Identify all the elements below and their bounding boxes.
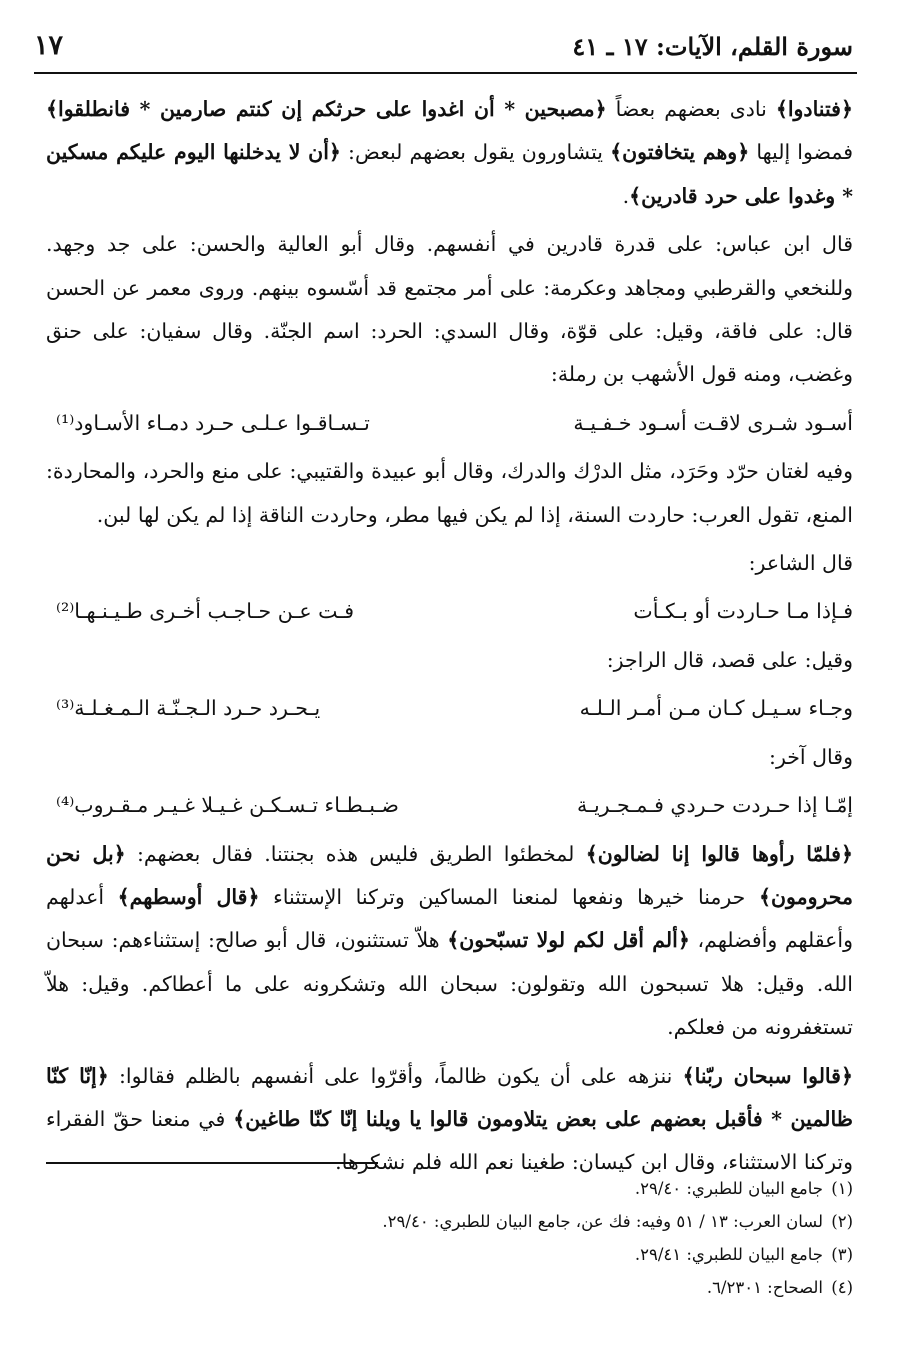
quran-quote: ﴿بل نحن محرومون﴾ xyxy=(46,841,853,909)
verse-first-hemistich: أسـود شـرى لاقـت أسـود خـفـيـة xyxy=(573,410,853,435)
commentary-text: . xyxy=(622,183,630,208)
footnote-text: جامع البيان للطبري: ٢٩/٤١. xyxy=(634,1245,823,1264)
quran-quote: ﴿مصبحين * أن اغدوا على حرثكم إن كنتم صارمين * فانطلقوا﴾ xyxy=(46,97,607,121)
paragraph-1 xyxy=(46,88,853,218)
paragraph-7 xyxy=(46,833,853,1050)
paragraph-5: وقيل: على قصد، قال الراجز: xyxy=(606,647,853,672)
commentary-text: في منعنا حقّ الفقراء وتركنا الاستثناء، وقال ابن كيسان: طغينا نعم الله فلم نشكرها. xyxy=(46,1106,853,1175)
footnote-2 xyxy=(46,1205,853,1238)
quran-quote: ﴿وهم يتخافتون﴾ xyxy=(610,140,750,165)
paragraph-4: قال الشاعر: xyxy=(748,551,853,576)
verse-second-hemistich: يـحـرد حـرد الـجـنّـة الـمـغـلـة⁽³⁾ xyxy=(56,696,321,721)
verse-first-hemistich: إمّـا إذا حـردت حـردي فـمـجـريـة xyxy=(576,793,853,818)
header-rule xyxy=(34,72,857,74)
footnote-number: (١) xyxy=(831,1179,853,1198)
verse-second-hemistich: ضـبـطـاء تـسـكـن غـيـلا غـيـر مـقـروب⁽⁴⁾ xyxy=(56,793,399,818)
footnote-4 xyxy=(46,1271,853,1304)
quran-quote: ﴿إنّا كنّا ظالمين * فأقبل بعضهم على بعض يتلاومون قالوا يا ويلنا إنّا كنّا طاغين﴾ xyxy=(46,1063,853,1131)
quran-quote: ﴿قال أوسطهم﴾ xyxy=(117,884,260,909)
commentary-text: يتشاورون يقول بعضهم لبعض: xyxy=(340,140,611,165)
verse-second-hemistich: فـت عـن حـاجـب أخـرى طـيـنـهـا⁽²⁾ xyxy=(56,599,355,624)
quran-quote: ﴿فتنادوا﴾ xyxy=(775,97,853,121)
poetry-verse-3 xyxy=(46,687,853,730)
footnote-text: جامع البيان للطبري: ٢٩/٤٠. xyxy=(634,1179,823,1198)
paragraph-6: وقال آخر: xyxy=(769,744,853,769)
footnote-1 xyxy=(46,1172,853,1205)
paragraph-3: وفيه لغتان حرّد وحَرَد، مثل الدرْك والدرك، وقال أبو عبيدة والقتيبي: على منع والحرد، والمحاردة: المنع، تقول العرب: حاردت السنة، إذا لم يكن فيها مطر، وحاردت الناقة إذا لم يكن لها لبن. xyxy=(46,459,853,527)
commentary-text: لمخطئوا الطريق فليس هذه بجنتنا. فقال بعضهم: xyxy=(125,841,586,866)
paragraph-2: قال ابن عباس: على قدرة قادرين في أنفسهم. وقال أبو العالية والحسن: على جد وجهد. وللنخعي والقرطبي ومجاهد وعكرمة: على أمر مجتمع قد أسّسوه بينهم. وروى معمر عن الحسن قال: على فاقة، وقيل: على قوّة، وقال السدي: الحرد: اسم الجنّة. وقال سفيان: على حنق وغضب، ومنه قول الأشهب بن رملة: xyxy=(46,232,853,387)
footnote-number: (٣) xyxy=(831,1245,853,1264)
verse-second-hemistich: تـسـاقـوا عـلـى حـرد دمـاء الأسـاود⁽¹⁾ xyxy=(56,410,370,435)
footnote-number: (٤) xyxy=(831,1278,853,1297)
commentary-text: حرمنا خيرها ونفعها لمنعنا المساكين وتركنا الإستثناء xyxy=(259,884,759,909)
footnotes xyxy=(46,1172,853,1304)
quran-quote: ﴿قالوا سبحان ربّنا﴾ xyxy=(682,1063,853,1088)
paragraph-8 xyxy=(46,1055,853,1185)
footnote-3 xyxy=(46,1238,853,1271)
verse-first-hemistich: وجـاء سـيـل كـان مـن أمـر الـلـه xyxy=(579,696,853,721)
footnote-text: لسان العرب: ١٣ / ٥١ وفيه: فك عن، جامع البيان للطبري: ٢٩/٤٠. xyxy=(382,1212,823,1231)
commentary-text: ننزهه على أن يكون ظالماً، وأقرّوا على أنفسهم بالظلم فقالوا: xyxy=(108,1063,683,1088)
running-header-title: سورة القلم، الآيات: ١٧ ـ ٤١ xyxy=(572,32,853,61)
footnote-text: الصحاح: ٦/٢٣٠١. xyxy=(706,1278,823,1297)
footnote-separator xyxy=(46,1162,378,1164)
page-body xyxy=(46,88,853,1190)
quran-quote: ﴿فلمّا رأوها قالوا إنا لضالون﴾ xyxy=(585,841,853,866)
poetry-verse-1 xyxy=(46,402,853,445)
poetry-verse-2 xyxy=(46,590,853,633)
commentary-text: نادى بعضهم بعضاً xyxy=(606,97,776,121)
footnote-number: (٢) xyxy=(831,1212,853,1231)
page-number: ١٧ xyxy=(34,30,64,61)
poetry-verse-4 xyxy=(46,784,853,827)
commentary-text: هلاّ تستثنون، قال أبو صالح: إستثناءهم: سبحان الله. وقيل: هلا تسبحون الله وتقولون: سبحان الله وتشكرونه على ما أعطاكم. وقيل: هلاّ تستغفرونه من فعلكم. xyxy=(46,928,853,1040)
quran-quote: ﴿ألم أقل لكم لولا تسبّحون﴾ xyxy=(447,928,690,953)
quran-quote: ﴿أن لا يدخلنها اليوم عليكم مسكين * وغدوا على حرد قادرين﴾ xyxy=(46,140,853,208)
verse-first-hemistich: فـإذا مـا حـاردت أو بـكـأت xyxy=(633,599,853,624)
commentary-text: فمضوا إليها xyxy=(749,140,853,165)
commentary-text: أعدلهم وأعقلهم وأفضلهم، xyxy=(46,884,853,953)
